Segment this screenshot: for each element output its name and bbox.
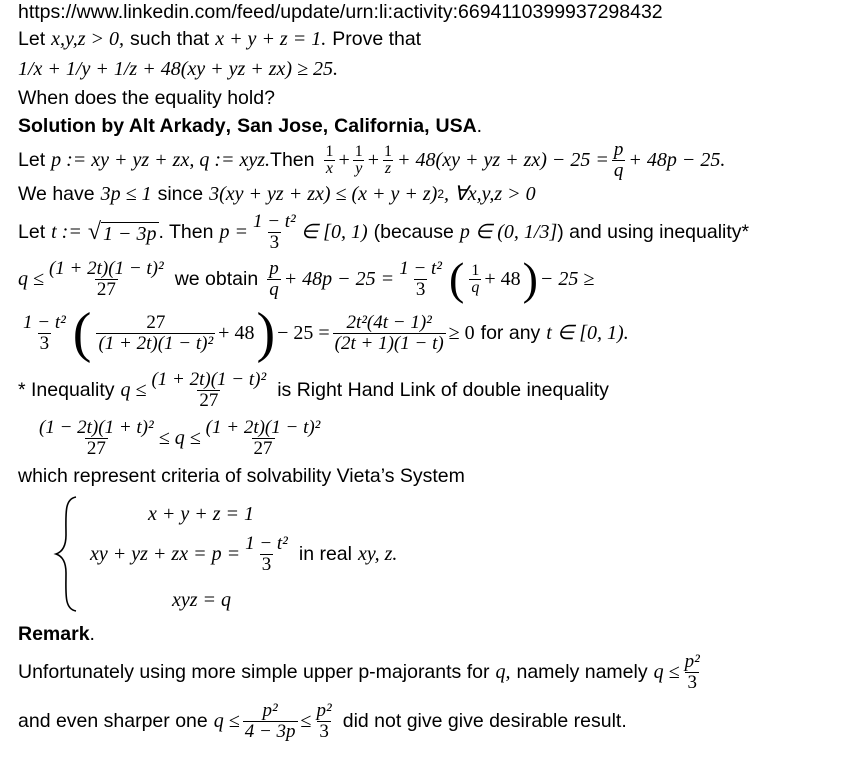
problem-question xyxy=(18,86,275,110)
we-obtain-line: q ≤ $\frac{\text{(1 + 2t)(1 − t)²}}{27}$ we obtain $\frac{p}{q}$ + 48p − 25 = $\frac{\text{1 − t²}}{3}$ ( $\frac{1}{q}$ + 48 ) − 25 ≥ xyxy=(18,253,595,304)
vieta-line: which represent criteria of solvability Vieta’s System xyxy=(18,465,465,487)
then-expr: + 48(xy + yz + zx) − 25 = xyxy=(397,149,609,171)
frac-1-over-z: $\frac{1}{z}$ xyxy=(384,142,393,177)
three-p-le-1: 3p ≤ 1 xyxy=(100,183,152,205)
since-expr: 3(xy + yz + zx) ≤ (x + y + z) xyxy=(209,183,438,205)
then-tail: + 48p − 25. xyxy=(628,149,726,171)
frac-q-upper-3: $\frac{\text{(1 + 2t)(1 − t)²}}{27}$ xyxy=(205,416,321,459)
problem-question-text: When does the equality hold? xyxy=(18,87,275,109)
problem-inequality xyxy=(18,57,338,81)
remark-heading: Remark . xyxy=(18,623,95,645)
frac-1-over-q: $\frac{1}{q}$ xyxy=(471,261,480,296)
frac-p2-over-3: $\frac{\text{p²}}{3}$ xyxy=(684,650,700,693)
sqrt-expr: √ 1 − 3p xyxy=(87,218,157,245)
frac-q-lower: $\frac{\text{(1 − 2t)(1 + t)²}}{27}$ xyxy=(39,416,154,459)
prove-that-word: Prove that xyxy=(332,28,422,50)
definitions-expr: p := xy + yz + zx, q := xyz. xyxy=(51,149,271,171)
frac-p-of-t: $\frac{\text{1 − t²}}{3}$ xyxy=(252,210,296,253)
let-word: Let xyxy=(18,28,46,50)
remark-line-1: Unfortunately using more simple upper p-majorants for q, namely namely q ≤ $\frac{\text{p²}}{3}$ xyxy=(18,650,700,693)
let-t-line: Let t := √ 1 − 3p . Then p = $\frac{\text{1 − t²}}{3}$ ∈ [0, 1) (because p ∈ (0, 1/3] ) and using inequality* xyxy=(18,210,750,253)
frac-p-of-t-3: $\frac{\text{1 − t²}}{3}$ xyxy=(23,311,66,354)
frac-27-over-den: $\frac{27}{\text{(1 + 2t)(1 − t)²}}$ xyxy=(98,311,214,354)
frac-p2-over-4m3p: $\frac{\text{p²}}{4 - 3p}$ xyxy=(244,699,296,742)
problem-line-1 xyxy=(18,27,421,51)
definitions-line: Let p := xy + yz + zx, q := xyz. Then $\frac{1}{x}$ + $\frac{1}{y}$ + $\frac{1}{z}$ + 48(xy + yz + zx) − 25 = $\frac{p}{q}$ + 48p − 25. xyxy=(18,138,726,181)
system-eq-3: xyz = q xyxy=(172,589,232,611)
frac-1-over-y: $\frac{1}{y}$ xyxy=(354,142,363,177)
we-have-line: We have 3p ≤ 1 since 3(xy + yz + zx) ≤ (x + y + z) 2 , ∀x,y,z > 0 xyxy=(18,183,536,205)
problem-inequality-expr: 1/x + 1/y + 1/z + 48(xy + yz + zx) ≥ 25. xyxy=(18,58,339,80)
footnote-line: * Inequality q ≤ $\frac{\text{(1 + 2t)(1 − t)²}}{27}$ is Right Hand Link of double inequality xyxy=(18,368,609,411)
frac-p-of-t-4: $\frac{\text{1 − t²}}{3}$ xyxy=(245,532,288,575)
result-line: $\frac{\text{1 − t²}}{3}$ ( $\frac{27}{\text{(1 + 2t)(1 − t)²}}$ + 48 ) − 25 = $\frac{\text{2t²(4t − 1)²}}{(2t + 1)(1 - t)}$ ≥ 0 for any t ∈ [0, 1). xyxy=(23,302,629,364)
system-eq-1: x + y + z = 1 xyxy=(148,503,255,525)
vars-condition: x,y,z > 0, xyxy=(51,28,125,50)
system-eq-2: xy + yz + zx = p = $\frac{\text{1 − t²}}{3}$ in real xy, z. xyxy=(90,532,398,575)
frac-p-over-q-2: $\frac{p}{q}$ xyxy=(269,257,279,300)
solution-state: California xyxy=(334,115,425,137)
double-inequality: $\frac{\text{(1 − 2t)(1 + t)²}}{27}$ ≤ q ≤ $\frac{\text{(1 + 2t)(1 − t)²}}{27}$ xyxy=(39,416,321,459)
solution-heading: Solution by Alt Arkady , San Jose , California , USA . xyxy=(18,115,483,137)
solution-author: Solution by Alt Arkady xyxy=(18,115,226,137)
remark-line-2: and even sharper one q ≤ $\frac{\text{p²}}{4 - 3p}$ ≤ $\frac{\text{p²}}{3}$ did not give give desirable result. xyxy=(18,699,627,742)
system-brace-icon xyxy=(52,495,80,613)
frac-p2-over-3-b: $\frac{\text{p²}}{3}$ xyxy=(316,699,332,742)
frac-p-over-q: $\frac{p}{q}$ xyxy=(613,138,624,181)
frac-q-upper-2: $\frac{\text{(1 + 2t)(1 − t)²}}{27}$ xyxy=(151,368,267,411)
such-that-word: such that xyxy=(130,28,210,50)
frac-result: $\frac{\text{2t²(4t − 1)²}}{(2t + 1)(1 - t)}$ xyxy=(334,311,444,354)
solution-country: USA xyxy=(435,115,477,137)
sum-condition: x + y + z = 1. xyxy=(215,28,327,50)
frac-1-over-x: $\frac{1}{x}$ xyxy=(325,142,334,177)
source-url xyxy=(18,0,663,24)
source-url-text: https://www.linkedin.com/feed/update/urn:li:activity:6694110399937298432 xyxy=(18,1,663,23)
solution-city: San Jose xyxy=(237,115,323,137)
frac-q-upper: $\frac{\text{(1 + 2t)(1 − t)²}}{27}$ xyxy=(48,257,164,300)
frac-p-of-t-2: $\frac{\text{1 − t²}}{3}$ xyxy=(399,257,442,300)
